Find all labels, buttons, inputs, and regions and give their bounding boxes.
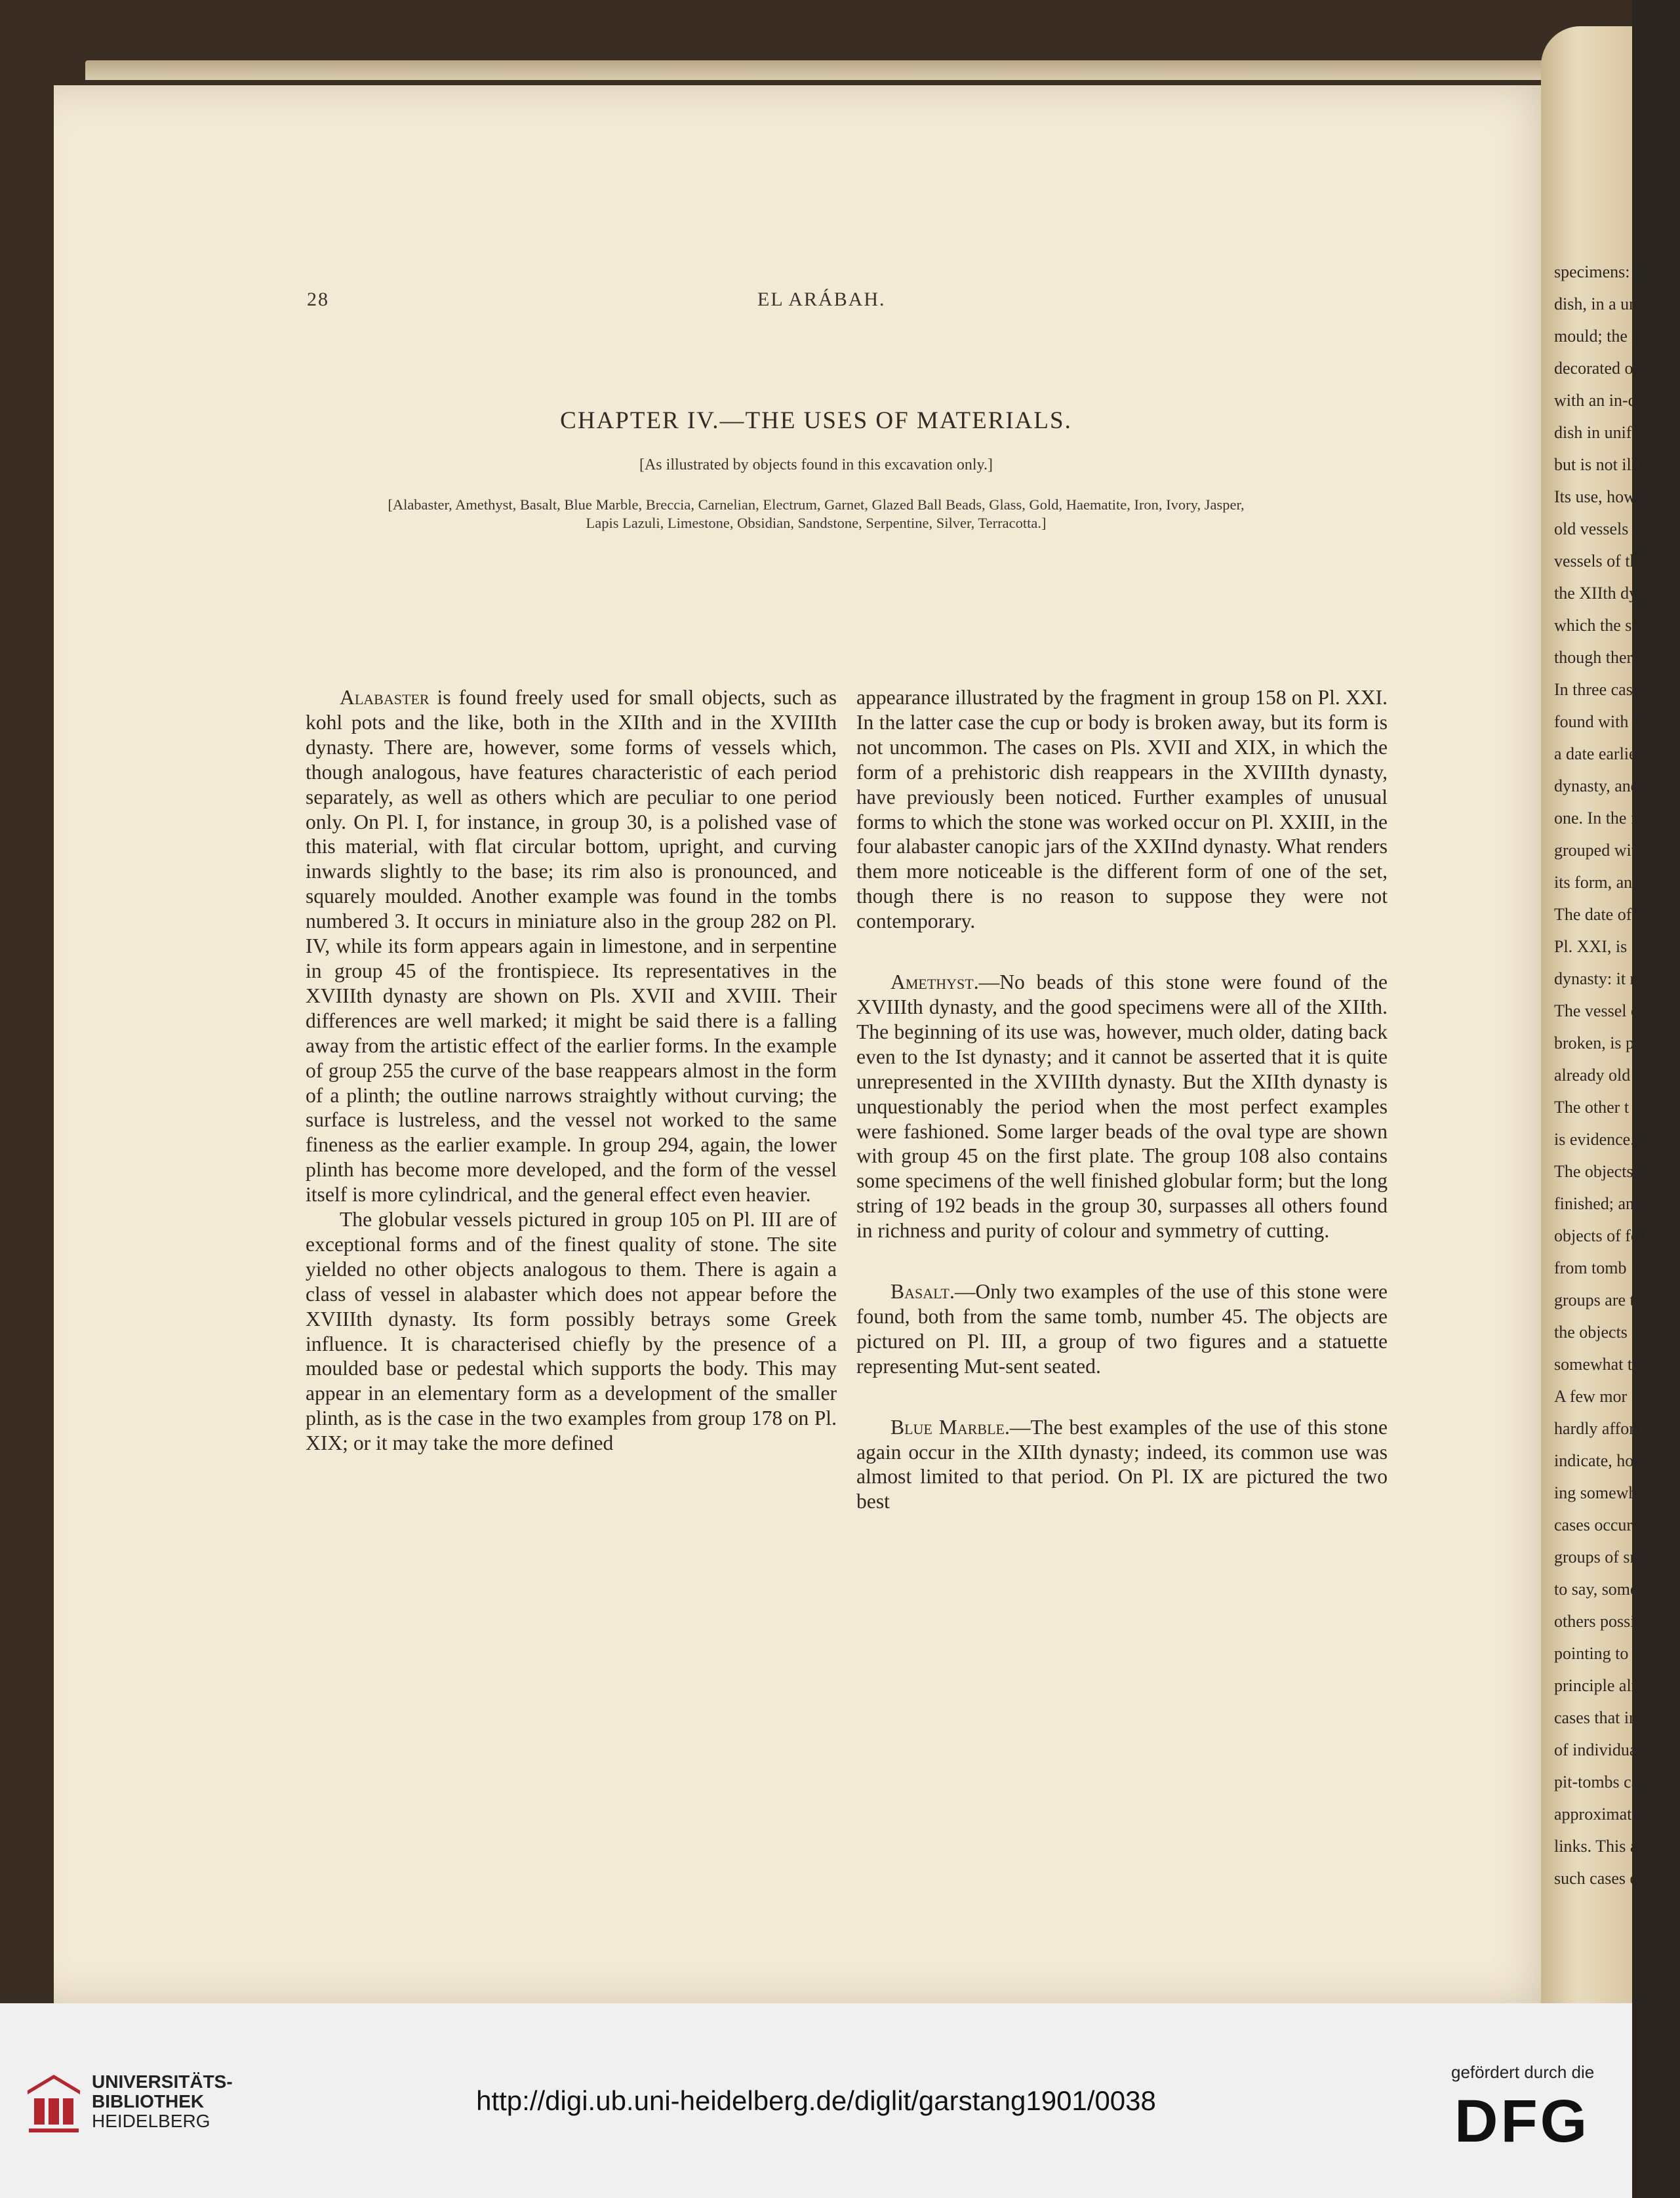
continued-paragraph: appearance illustrated by the fragment in group 158 on Pl. XXI. In the latter case the cup or body is broken away, but its form is not uncommon. The cases on Pls. XVII and XIX, in which the form of a prehistoric dish reappears in the XVIIIth dynasty, have previously been noticed. Further examples of unusual forms to which the stone was worked occur on Pl. XXIII, in the four alabaster canopic jars of the XXIInd dynasty. What renders them more noticeable is the different form of one of the set, though there is no reason to suppose they were not contemporary. [856,686,1388,933]
facing-page-line: from tomb 143 [1554,1258,1656,1277]
facing-page-line: the XIIth dyna [1554,584,1654,603]
facing-page-line: found with grou [1554,712,1664,731]
facing-page-line: approximation [1554,1805,1654,1824]
facing-page-line: but is not illustrat [1554,455,1674,474]
facing-page-line: cases occur f [1554,1515,1643,1534]
facing-page-line: one. In the f [1554,809,1637,828]
dfg-logo: DFG [1454,2088,1590,2155]
facing-page-line: The other t [1554,1098,1630,1117]
facing-page-line: a date earlier t [1554,744,1651,763]
facing-page-line: The vessel of bl [1554,1001,1663,1020]
library-name-line-2: BIBLIOTHEK [92,2091,205,2111]
facing-page-line: The objects an [1554,1162,1654,1181]
materials-line-2: Lapis Lazuli, Limestone, Obsidian, Sandstone, Serpentine, Silver, Terracotta.] [586,515,1047,531]
facing-page-line: pit-tombs can [1554,1772,1648,1791]
facing-page-line: groups of sma [1554,1548,1651,1567]
right-column [856,685,1388,1514]
facing-page-line: Pl. XXI, is [1554,937,1628,956]
amethyst-paragraph [856,970,1388,1243]
facing-page-line: indicate, howe [1554,1451,1654,1470]
facing-page-line: broken, is plain [1554,1033,1660,1052]
chapter-title: CHAPTER IV.—THE USES OF MATERIALS. [560,407,1072,434]
facing-page-line: links. This a [1554,1837,1638,1856]
footer-bar [0,2003,1632,2198]
materials-list [0,496,1632,532]
running-title: EL ARÁBAH. [757,289,886,310]
facing-page-leaf [1541,26,1680,2003]
facing-page-line: mould; the othe [1554,327,1662,346]
facing-page-line: of individual [1554,1740,1642,1759]
alabaster-heading: Alabaster [340,686,430,709]
facing-page-line: The date of th [1554,905,1650,924]
facing-page-line: groups are typ [1554,1290,1652,1309]
facing-page-line: dynasty: it mig [1554,969,1656,988]
facing-page-line: with an in-curving [1554,391,1680,410]
library-name-line-3: HEIDELBERG [92,2111,210,2131]
page-number: 28 [307,289,329,310]
alabaster-text: is found freely used for small objects, such as kohl pots and the like, both in the XIIth and in the XVIIIth dynasty. There are, however, some forms of vessels which, though analogous, have features characteristic of each period separately, as well as others which are peculiar to one period only. On Pl. I, for instance, in group 30, is a polished vase of this material, with flat circular bottom, upright, and curving inwards slightly to the base; its rim also is pronounced, and squarely moulded. Another example was found in the tombs numbered 3. It occurs in miniature also in the group 282 on Pl. IV, while its form appears again in limestone, and in serpentine in group 45 of the frontispiece. Its representatives in the XVIIIth dynasty are shown on Pls. XVII and XVIII. Their differences are well marked; it might be said there is a falling away from the artistic effect of the earlier forms. In the example of group 255 the curve of the base reappears almost in the form of a plinth; the outline narrows straightly without curving; the surface is lustreless, and the vessel not worked to the same fineness as the earlier example. In group 294, again, the lower plinth has become more developed, and the form of the vessel itself is more cylindrical, and the general effect even heavier. [306,686,837,1207]
facing-page-line: its form, and wi [1554,873,1662,892]
basalt-heading: Basalt. [890,1280,955,1304]
facing-page-line: old vessels and [1554,519,1658,538]
facing-page-line: is evidence. [1554,1130,1635,1149]
facing-page-line: pointing to t [1554,1644,1638,1663]
facing-page-line: dynasty, and the [1554,776,1664,795]
facing-page-line: vessels of this c [1554,551,1662,570]
chapter-subtitle: [As illustrated by objects found in this excavation only.] [639,456,993,473]
facing-page-line: though there we [1554,648,1664,667]
materials-line-1: [Alabaster, Amethyst, Basalt, Blue Marble, Breccia, Carnelian, Electrum, Garnet, Glazed Ball Beads, Glass, Gold, Haematite, Iron, Ivory, Jasper, [388,496,1245,513]
basalt-paragraph [856,1279,1388,1379]
facing-page-line: ing somewha [1554,1483,1645,1502]
facing-page-line: specimens: the on [1554,262,1677,281]
facing-page-line: dish, in a unifor [1554,294,1662,313]
blue-marble-paragraph [856,1415,1388,1515]
library-name-line-1: UNIVERSITÄTS- [92,2071,233,2092]
source-url-link[interactable]: http://digi.ub.uni-heidelberg.de/diglit/garstang1901/0038 [476,2085,1156,2116]
facing-page-line: In three cases, [1554,680,1651,699]
facing-page-line: the objects o [1554,1323,1641,1342]
globular-paragraph: The globular vessels pictured in group 105 on Pl. III are of exceptional forms and of the finest quality of stone. The site yielded no other objects analogous to them. There is again a class of vessel in alabaster which does not appear before the XVIIIth dynasty. Its form possibly betrays some Greek influence. It is characterised chiefly by the presence of a moulded base or pedestal which supports the body. This may appear in an elementary form as a development of the smaller plinth, as is the case in the two examples from group 178 on Pl. XIX; or it may take the more defined [306,1208,837,1455]
amethyst-text: —No beads of this stone were found of the XVIIIth dynasty, and the good specimens were all of the XIIth. The beginning of its use was, however, much older, dating back even to the Ist dynasty; and it cannot be asserted that it is quite unrepresented in the XVIIIth dynasty. But the XIIth dynasty is unquestionably the period when the most perfect examples were fashioned. Some larger beads of the oval type are shown with group 45 on the first plate. The group 108 also contains some specimens of the well finished globular form; but the long string of 192 beads in the group 30, surpasses all others found in richness and purity of colour and symmetry of cutting. [856,970,1388,1243]
left-column [306,685,837,1456]
facing-page-line: somewhat the [1554,1355,1649,1374]
facing-page-line: others possibl [1554,1612,1649,1631]
facing-page-line: principle alrea [1554,1676,1652,1695]
blue-marble-text: —The best examples of the use of this stone again occur in the XIIth dynasty; indeed, its common use was almost limited to that period. On Pl. IX are pictured the two best [856,1415,1388,1513]
facing-page-line: decorated on its [1554,359,1662,378]
facing-page-line: objects of foreig [1554,1226,1666,1245]
basalt-text: —Only two examples of the use of this stone were found, both from the same tomb, number 45. The objects are pictured on Pl. III, a group of two figures and a statuette representing Mut-sent seated. [856,1280,1388,1378]
alabaster-paragraph [306,685,837,1207]
page-top-edge [85,60,1554,80]
facing-page-line: hardly afford [1554,1419,1643,1438]
facing-page-line: which the stone [1554,616,1662,635]
facing-page-line: dish in uniform st [1554,423,1675,442]
facing-page-line: finished; and t [1554,1194,1652,1213]
facing-page-line: such cases of [1554,1869,1645,1888]
facing-page-line: Its use, howe [1554,487,1644,506]
funded-by-label: gefördert durch die [1451,2062,1595,2082]
facing-page-line: cases that inv [1554,1708,1647,1727]
facing-page-line: A few mor [1554,1387,1628,1406]
facing-page-line: grouped with p [1554,841,1658,860]
facing-page-line: already old whe [1554,1066,1664,1085]
blue-marble-heading: Blue Marble. [890,1415,1010,1439]
amethyst-heading: Amethyst. [890,970,979,994]
facing-page-line: to say, some [1554,1580,1638,1599]
